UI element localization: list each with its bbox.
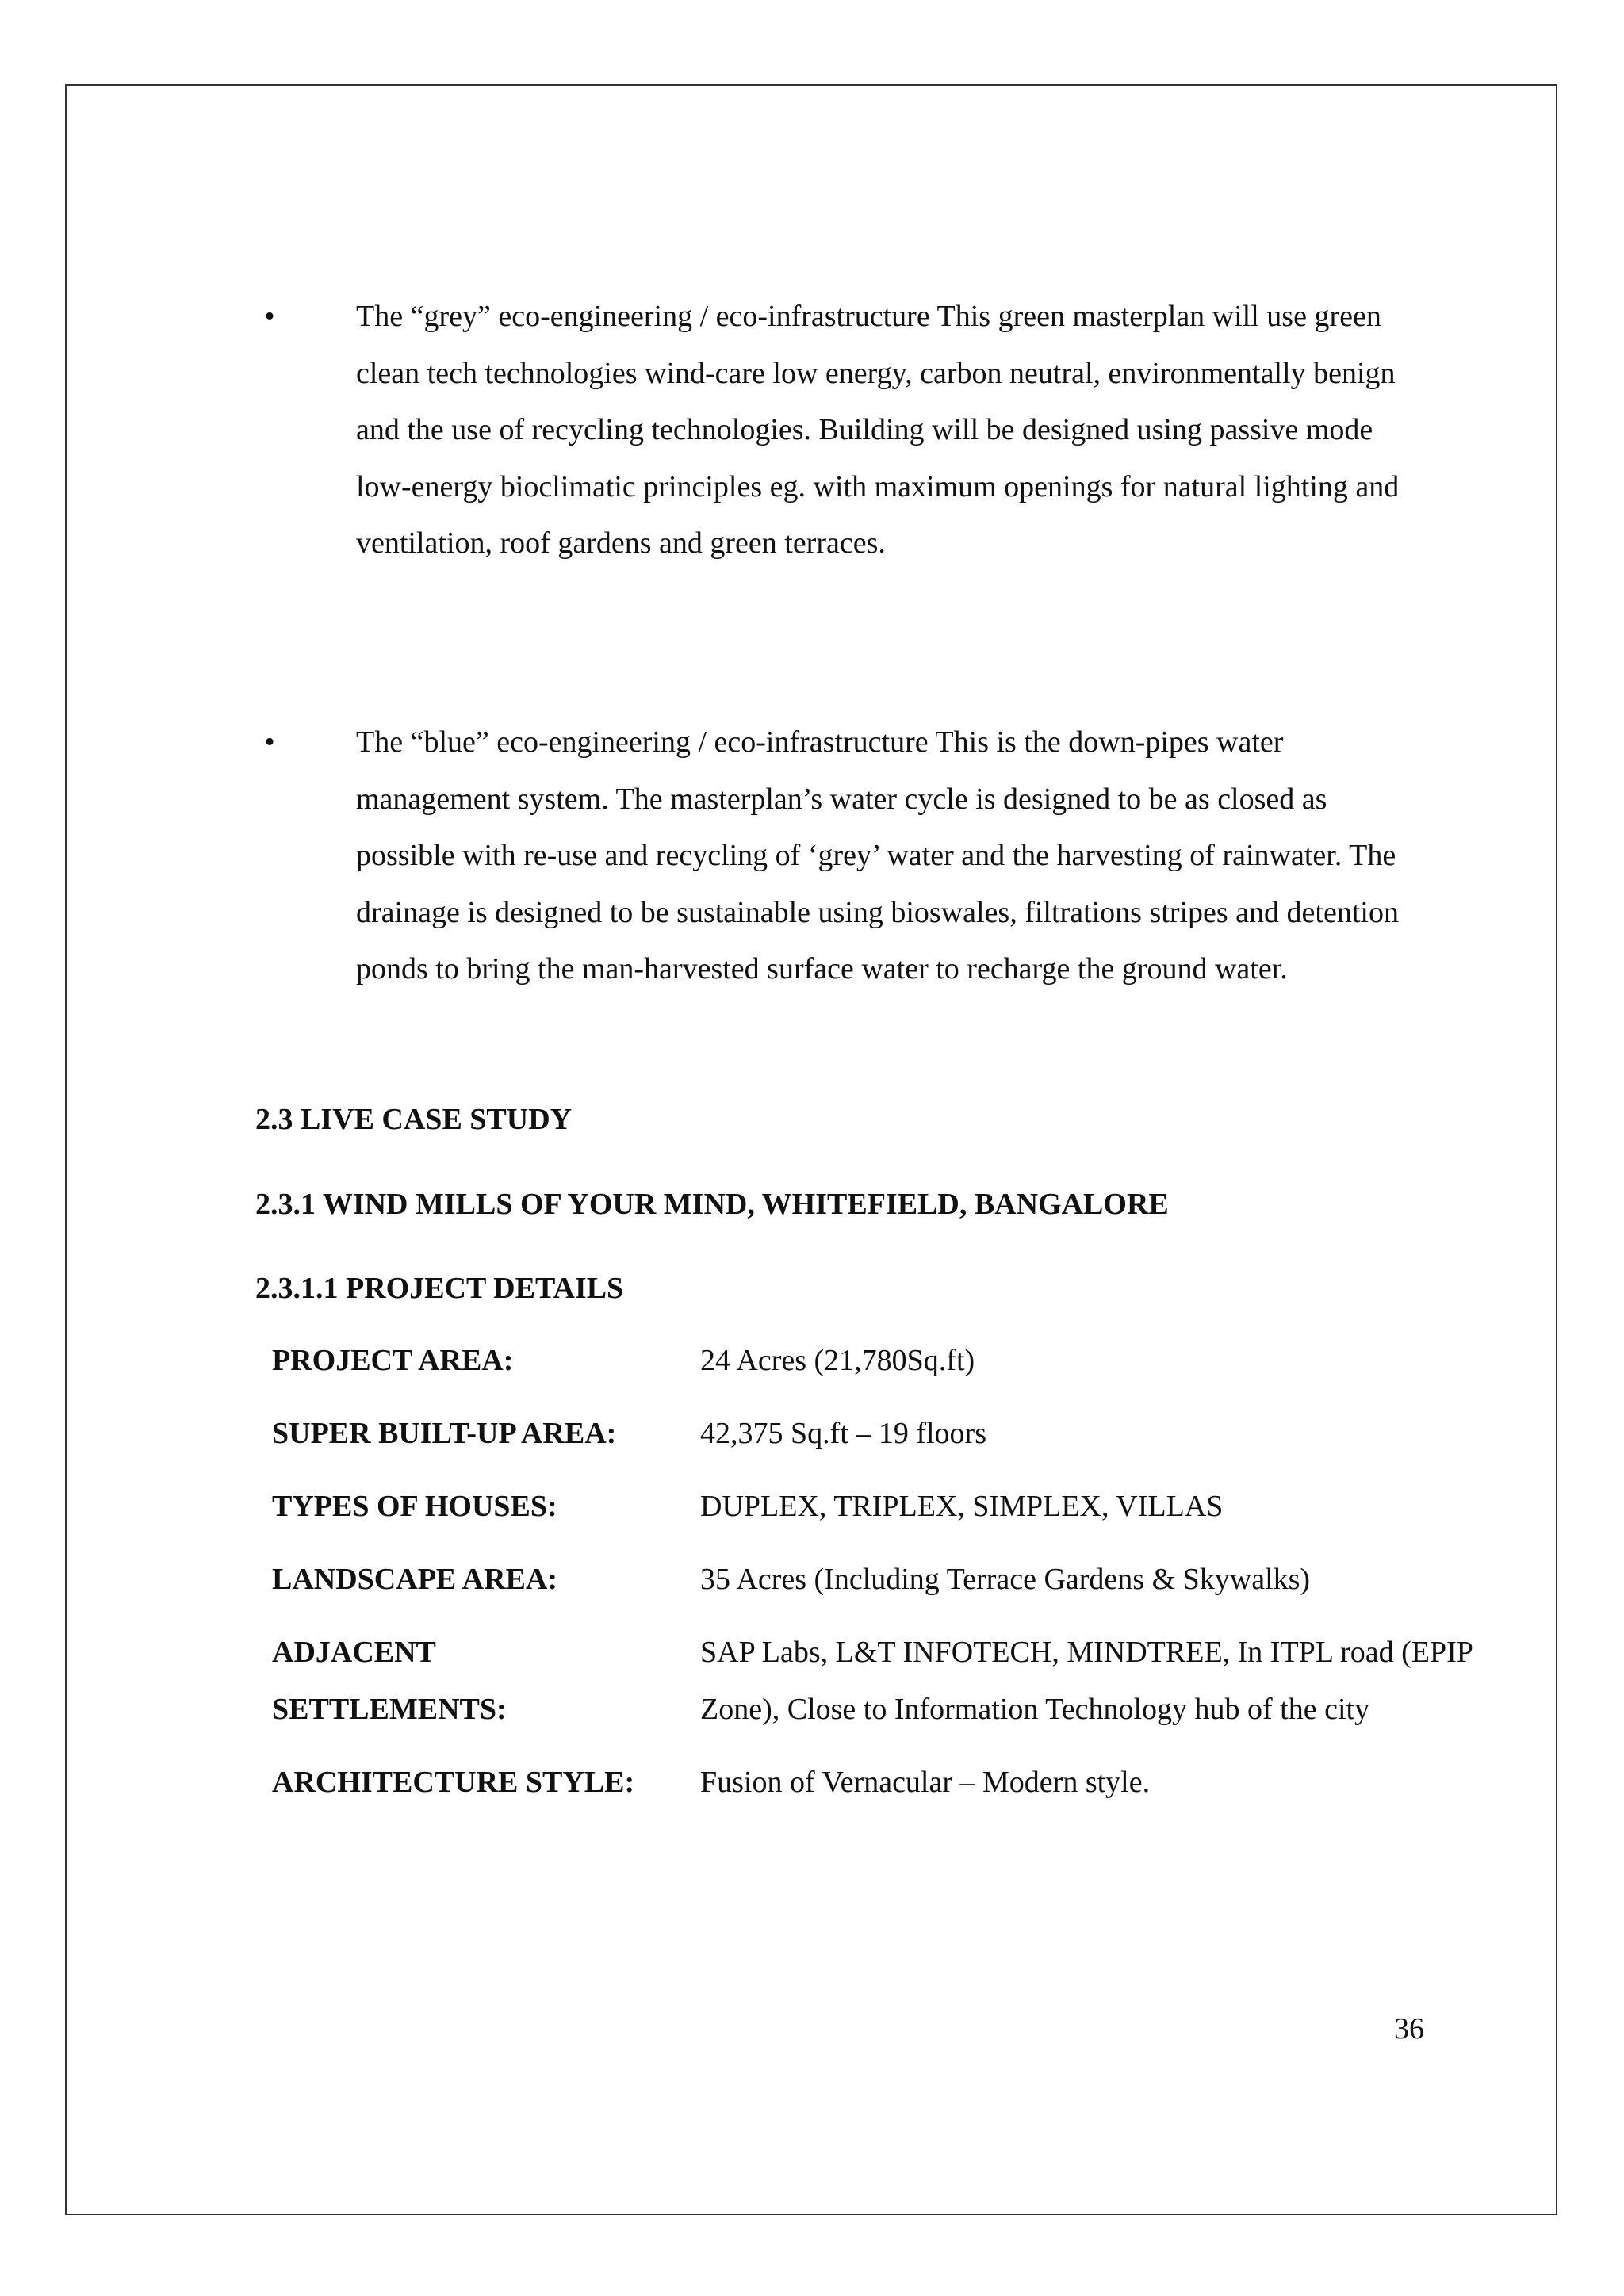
- project-details-table: [272, 1332, 1541, 1827]
- detail-value: 35 Acres (Including Terrace Gardens & Skywalks): [700, 1563, 1311, 1596]
- detail-row-architecture-style: [272, 1754, 1541, 1811]
- section-heading-wind-mills: 2.3.1 WIND MILLS OF YOUR MIND, WHITEFIELD, BANGALORE: [255, 1188, 1169, 1221]
- section-heading-project-details: 2.3.1.1 PROJECT DETAILS: [255, 1272, 624, 1305]
- detail-label: TYPES OF HOUSES:: [272, 1490, 557, 1523]
- detail-label: PROJECT AREA:: [272, 1344, 514, 1377]
- bullet-icon: •: [264, 300, 275, 333]
- detail-label: ADJACENT SETTLEMENTS:: [272, 1636, 507, 1726]
- bullet-text: The “blue” eco-engineering / eco-infrastructure This is the down-pipes water management system. The masterplan’s water cycle is designed to be as closed as possible with re-use and recycling of ‘grey’ water and the harvesting of rainwater. The drainage is designed to be sustainable using bioswales, filtrations stripes and detention ponds to bring the man-harvested surface water to recharge the ground water.: [356, 725, 1399, 985]
- bullet-item-blue: [264, 714, 1427, 998]
- detail-value: SAP Labs, L&T INFOTECH, MINDTREE, In ITPL road (EPIP Zone), Close to Information Technology hub of the city: [700, 1636, 1473, 1726]
- detail-value: 42,375 Sq.ft – 19 floors: [700, 1417, 986, 1450]
- section-heading-live-case-study: 2.3 LIVE CASE STUDY: [255, 1103, 573, 1136]
- detail-row-adjacent-settlements: [272, 1624, 1541, 1738]
- detail-value: Fusion of Vernacular – Modern style.: [700, 1766, 1151, 1799]
- detail-label: ARCHITECTURE STYLE:: [272, 1766, 635, 1799]
- page-number: 36: [1394, 2012, 1424, 2045]
- bullet-icon: •: [264, 725, 275, 759]
- detail-row-super-built-up-area: [272, 1405, 1541, 1462]
- detail-row-project-area: [272, 1332, 1541, 1389]
- detail-value: 24 Acres (21,780Sq.ft): [700, 1344, 975, 1377]
- detail-row-types-of-houses: [272, 1478, 1541, 1535]
- detail-label: SUPER BUILT-UP AREA:: [272, 1417, 617, 1450]
- detail-value: DUPLEX, TRIPLEX, SIMPLEX, VILLAS: [700, 1490, 1224, 1523]
- bullet-item-grey: [264, 289, 1427, 572]
- detail-label: LANDSCAPE AREA:: [272, 1563, 557, 1596]
- detail-row-landscape-area: [272, 1551, 1541, 1608]
- bullet-text: The “grey” eco-engineering / eco-infrastructure This green masterplan will use green clean tech technologies wind-care low energy, carbon neutral, environmentally benign and the use of recycling technologies. Building will be designed using passive mode low-energy bioclimatic principles eg. with maximum openings for natural lighting and ventilation, roof gardens and green terraces.: [356, 300, 1400, 560]
